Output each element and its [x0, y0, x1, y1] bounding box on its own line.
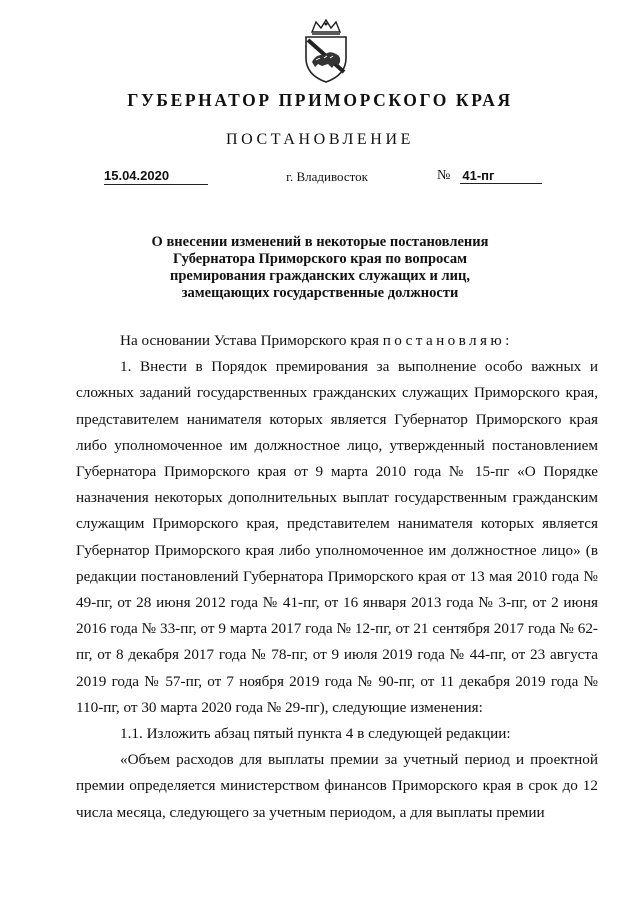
paragraph-1-1: 1.1. Изложить абзац пятый пункта 4 в следующей редакции: — [120, 725, 511, 743]
document-date: 15.04.2020 — [104, 168, 208, 185]
subject-line: замещающих государственные должности — [181, 285, 459, 301]
subject-line: О внесении изменений в некоторые постановления — [151, 234, 489, 250]
document-body — [76, 328, 598, 826]
intro-text: На основании Устава Приморского края — [120, 332, 383, 349]
document-city: г. Владивосток — [286, 169, 368, 184]
paragraph-1: 1. Внести в Порядок премирования за выполнение особо важных и сложных заданий государственных гражданских служащих Приморского края, представителем нанимателя которых является Губернатор Приморского края либо уполномоченное им должностное лицо, утвержденный постановлением Губернатора Приморского края от 9 марта 2010 года № 15-пг «О Порядке назначения некоторых дополнительных выплат государственным гражданским служащим Приморского края, представителем нанимателя которых является Губернатор Приморского края либо уполномоченное им должностное лицо» (в редакции постановлений Губернатора Приморского края от 13 мая 2010 года № 49-пг, от 28 июня 2012 года № 41-пг, от 16 января 2013 года № 3-пг, от 2 июня 2016 года № 33-пг, от 9 марта 2017 года № 12-пг, от 21 сентября 2017 года № 62-пг, от 8 декабря 2017 года № 78-пг, от 9 июля 2019 года № 44-пг, от 23 августа 2019 года № 57-пг, от 7 ноября 2019 года № 90-пг, от 11 декабря 2019 года № 110-пг, от 30 марта 2020 года № 29-пг), следующие изменения: — [76, 358, 598, 716]
intro-paragraph — [76, 328, 598, 354]
number-value: 41-пг — [460, 168, 542, 184]
document-type: ПОСТАНОВЛЕНИЕ — [226, 131, 414, 148]
subject-line: премирования гражданских служащих и лиц, — [170, 268, 470, 284]
authority-title: ГУБЕРНАТОР ПРИМОРСКОГО КРАЯ — [127, 90, 513, 110]
quoted-paragraph: «Объем расходов для выплаты премии за учетный период и проектной премии определяется министерством финансов Приморского края в срок до 12 числа месяца, следующего за учетным периодом, а для выплаты премии — [76, 751, 598, 821]
document-number — [437, 168, 542, 184]
number-sign: № — [437, 168, 451, 183]
coat-of-arms-icon — [298, 18, 354, 84]
intro-end: : — [505, 332, 510, 349]
subject-line: Губернатора Приморского края по вопросам — [172, 251, 468, 267]
decree-word: постановляю — [382, 332, 506, 349]
document-subject — [120, 234, 520, 302]
